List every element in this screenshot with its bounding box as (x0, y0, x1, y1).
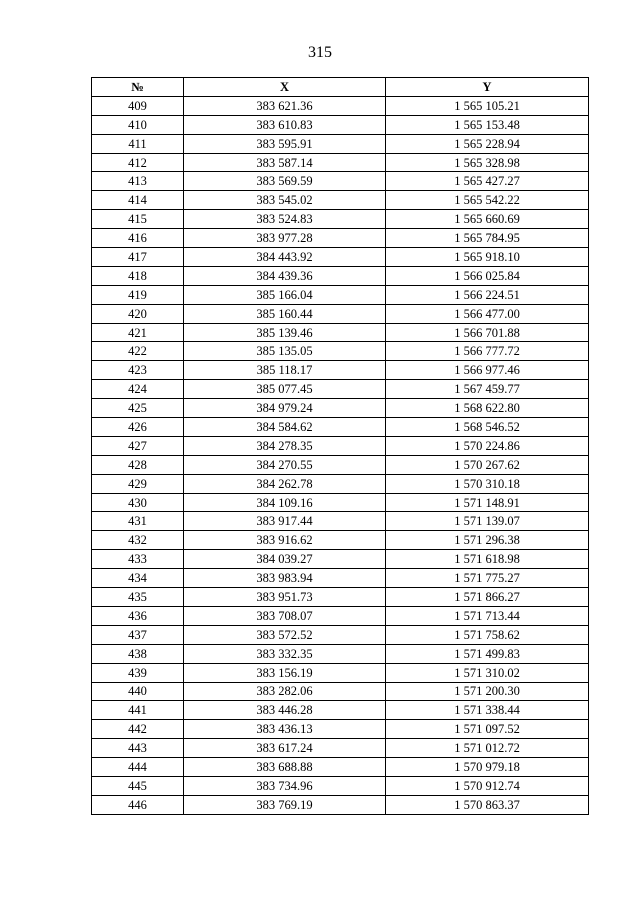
cell-x: 385 077.45 (184, 380, 386, 399)
table-row (92, 474, 589, 493)
cell-x: 383 569.59 (184, 172, 386, 191)
table-row (92, 512, 589, 531)
table-row (92, 134, 589, 153)
cell-number: 445 (92, 776, 184, 795)
cell-y: 1 568 622.80 (386, 399, 589, 418)
cell-number: 425 (92, 399, 184, 418)
cell-y: 1 570 224.86 (386, 436, 589, 455)
cell-x: 385 118.17 (184, 361, 386, 380)
table-row (92, 210, 589, 229)
cell-number: 417 (92, 248, 184, 267)
cell-x: 384 278.35 (184, 436, 386, 455)
cell-y: 1 568 546.52 (386, 418, 589, 437)
table-row (92, 550, 589, 569)
table-row (92, 795, 589, 814)
cell-number: 440 (92, 682, 184, 701)
cell-number: 416 (92, 229, 184, 248)
table-row (92, 399, 589, 418)
cell-x: 385 139.46 (184, 323, 386, 342)
cell-x: 383 983.94 (184, 569, 386, 588)
cell-y: 1 566 025.84 (386, 266, 589, 285)
cell-x: 384 109.16 (184, 493, 386, 512)
cell-y: 1 570 979.18 (386, 758, 589, 777)
table-row (92, 455, 589, 474)
cell-y: 1 571 713.44 (386, 606, 589, 625)
table-row (92, 229, 589, 248)
table-row (92, 361, 589, 380)
cell-number: 412 (92, 153, 184, 172)
cell-number: 437 (92, 625, 184, 644)
header-y: Y (386, 78, 589, 97)
cell-x: 383 436.13 (184, 720, 386, 739)
table-row (92, 493, 589, 512)
cell-number: 420 (92, 304, 184, 323)
cell-y: 1 570 267.62 (386, 455, 589, 474)
cell-y: 1 571 296.38 (386, 531, 589, 550)
cell-number: 443 (92, 739, 184, 758)
cell-x: 383 769.19 (184, 795, 386, 814)
cell-x: 383 587.14 (184, 153, 386, 172)
cell-y: 1 571 499.83 (386, 644, 589, 663)
cell-x: 384 443.92 (184, 248, 386, 267)
cell-y: 1 566 777.72 (386, 342, 589, 361)
table-row (92, 96, 589, 115)
cell-x: 385 135.05 (184, 342, 386, 361)
cell-y: 1 571 148.91 (386, 493, 589, 512)
cell-y: 1 565 784.95 (386, 229, 589, 248)
cell-number: 411 (92, 134, 184, 153)
cell-x: 384 439.36 (184, 266, 386, 285)
cell-y: 1 571 012.72 (386, 739, 589, 758)
table-row (92, 248, 589, 267)
table-row (92, 342, 589, 361)
cell-number: 427 (92, 436, 184, 455)
table-row (92, 776, 589, 795)
cell-y: 1 571 338.44 (386, 701, 589, 720)
table-row (92, 606, 589, 625)
cell-x: 383 282.06 (184, 682, 386, 701)
cell-x: 383 572.52 (184, 625, 386, 644)
cell-number: 428 (92, 455, 184, 474)
cell-x: 384 262.78 (184, 474, 386, 493)
cell-number: 431 (92, 512, 184, 531)
cell-y: 1 565 918.10 (386, 248, 589, 267)
cell-number: 414 (92, 191, 184, 210)
cell-number: 438 (92, 644, 184, 663)
cell-x: 383 617.24 (184, 739, 386, 758)
cell-x: 383 977.28 (184, 229, 386, 248)
cell-number: 441 (92, 701, 184, 720)
cell-number: 429 (92, 474, 184, 493)
cell-number: 436 (92, 606, 184, 625)
table-row (92, 191, 589, 210)
cell-y: 1 571 758.62 (386, 625, 589, 644)
table-row (92, 304, 589, 323)
header-x: X (184, 78, 386, 97)
cell-number: 434 (92, 569, 184, 588)
cell-x: 383 595.91 (184, 134, 386, 153)
cell-x: 383 917.44 (184, 512, 386, 531)
cell-number: 418 (92, 266, 184, 285)
cell-x: 384 979.24 (184, 399, 386, 418)
cell-y: 1 566 224.51 (386, 285, 589, 304)
cell-y: 1 571 139.07 (386, 512, 589, 531)
cell-number: 444 (92, 758, 184, 777)
cell-number: 421 (92, 323, 184, 342)
cell-x: 384 039.27 (184, 550, 386, 569)
cell-number: 419 (92, 285, 184, 304)
cell-y: 1 565 228.94 (386, 134, 589, 153)
cell-number: 413 (92, 172, 184, 191)
cell-x: 383 621.36 (184, 96, 386, 115)
table-row (92, 380, 589, 399)
cell-y: 1 565 328.98 (386, 153, 589, 172)
cell-x: 383 524.83 (184, 210, 386, 229)
cell-number: 409 (92, 96, 184, 115)
cell-x: 385 160.44 (184, 304, 386, 323)
coordinates-table (91, 77, 589, 815)
cell-x: 383 734.96 (184, 776, 386, 795)
table-row (92, 758, 589, 777)
table-row (92, 682, 589, 701)
table-row (92, 588, 589, 607)
cell-y: 1 571 097.52 (386, 720, 589, 739)
cell-y: 1 566 477.00 (386, 304, 589, 323)
header-number: № (92, 78, 184, 97)
table-row (92, 644, 589, 663)
table-row (92, 172, 589, 191)
cell-y: 1 571 866.27 (386, 588, 589, 607)
cell-x: 383 916.62 (184, 531, 386, 550)
table-row (92, 323, 589, 342)
cell-x: 383 446.28 (184, 701, 386, 720)
cell-x: 384 584.62 (184, 418, 386, 437)
cell-y: 1 566 977.46 (386, 361, 589, 380)
cell-number: 442 (92, 720, 184, 739)
table-row (92, 418, 589, 437)
table-row (92, 720, 589, 739)
table-row (92, 739, 589, 758)
cell-number: 433 (92, 550, 184, 569)
cell-x: 383 688.88 (184, 758, 386, 777)
cell-y: 1 571 775.27 (386, 569, 589, 588)
cell-number: 426 (92, 418, 184, 437)
cell-number: 439 (92, 663, 184, 682)
table-row (92, 625, 589, 644)
cell-y: 1 565 153.48 (386, 115, 589, 134)
table-row (92, 569, 589, 588)
cell-y: 1 571 200.30 (386, 682, 589, 701)
cell-y: 1 570 310.18 (386, 474, 589, 493)
cell-x: 385 166.04 (184, 285, 386, 304)
cell-number: 415 (92, 210, 184, 229)
page-number: 315 (308, 44, 332, 61)
cell-number: 423 (92, 361, 184, 380)
cell-x: 383 545.02 (184, 191, 386, 210)
cell-y: 1 565 542.22 (386, 191, 589, 210)
table-body (92, 96, 589, 814)
table-row (92, 285, 589, 304)
cell-number: 410 (92, 115, 184, 134)
table-row (92, 115, 589, 134)
table-row (92, 531, 589, 550)
cell-y: 1 565 660.69 (386, 210, 589, 229)
table-row (92, 663, 589, 682)
cell-number: 435 (92, 588, 184, 607)
table-row (92, 153, 589, 172)
cell-number: 430 (92, 493, 184, 512)
cell-y: 1 571 618.98 (386, 550, 589, 569)
cell-y: 1 571 310.02 (386, 663, 589, 682)
cell-x: 383 156.19 (184, 663, 386, 682)
cell-y: 1 567 459.77 (386, 380, 589, 399)
cell-x: 383 610.83 (184, 115, 386, 134)
cell-y: 1 565 105.21 (386, 96, 589, 115)
table-header-row (92, 78, 589, 97)
cell-x: 384 270.55 (184, 455, 386, 474)
cell-y: 1 566 701.88 (386, 323, 589, 342)
table-row (92, 701, 589, 720)
cell-x: 383 951.73 (184, 588, 386, 607)
table-row (92, 266, 589, 285)
cell-number: 432 (92, 531, 184, 550)
cell-x: 383 332.35 (184, 644, 386, 663)
cell-number: 422 (92, 342, 184, 361)
cell-number: 424 (92, 380, 184, 399)
cell-y: 1 565 427.27 (386, 172, 589, 191)
cell-number: 446 (92, 795, 184, 814)
cell-y: 1 570 863.37 (386, 795, 589, 814)
cell-y: 1 570 912.74 (386, 776, 589, 795)
cell-x: 383 708.07 (184, 606, 386, 625)
table-row (92, 436, 589, 455)
